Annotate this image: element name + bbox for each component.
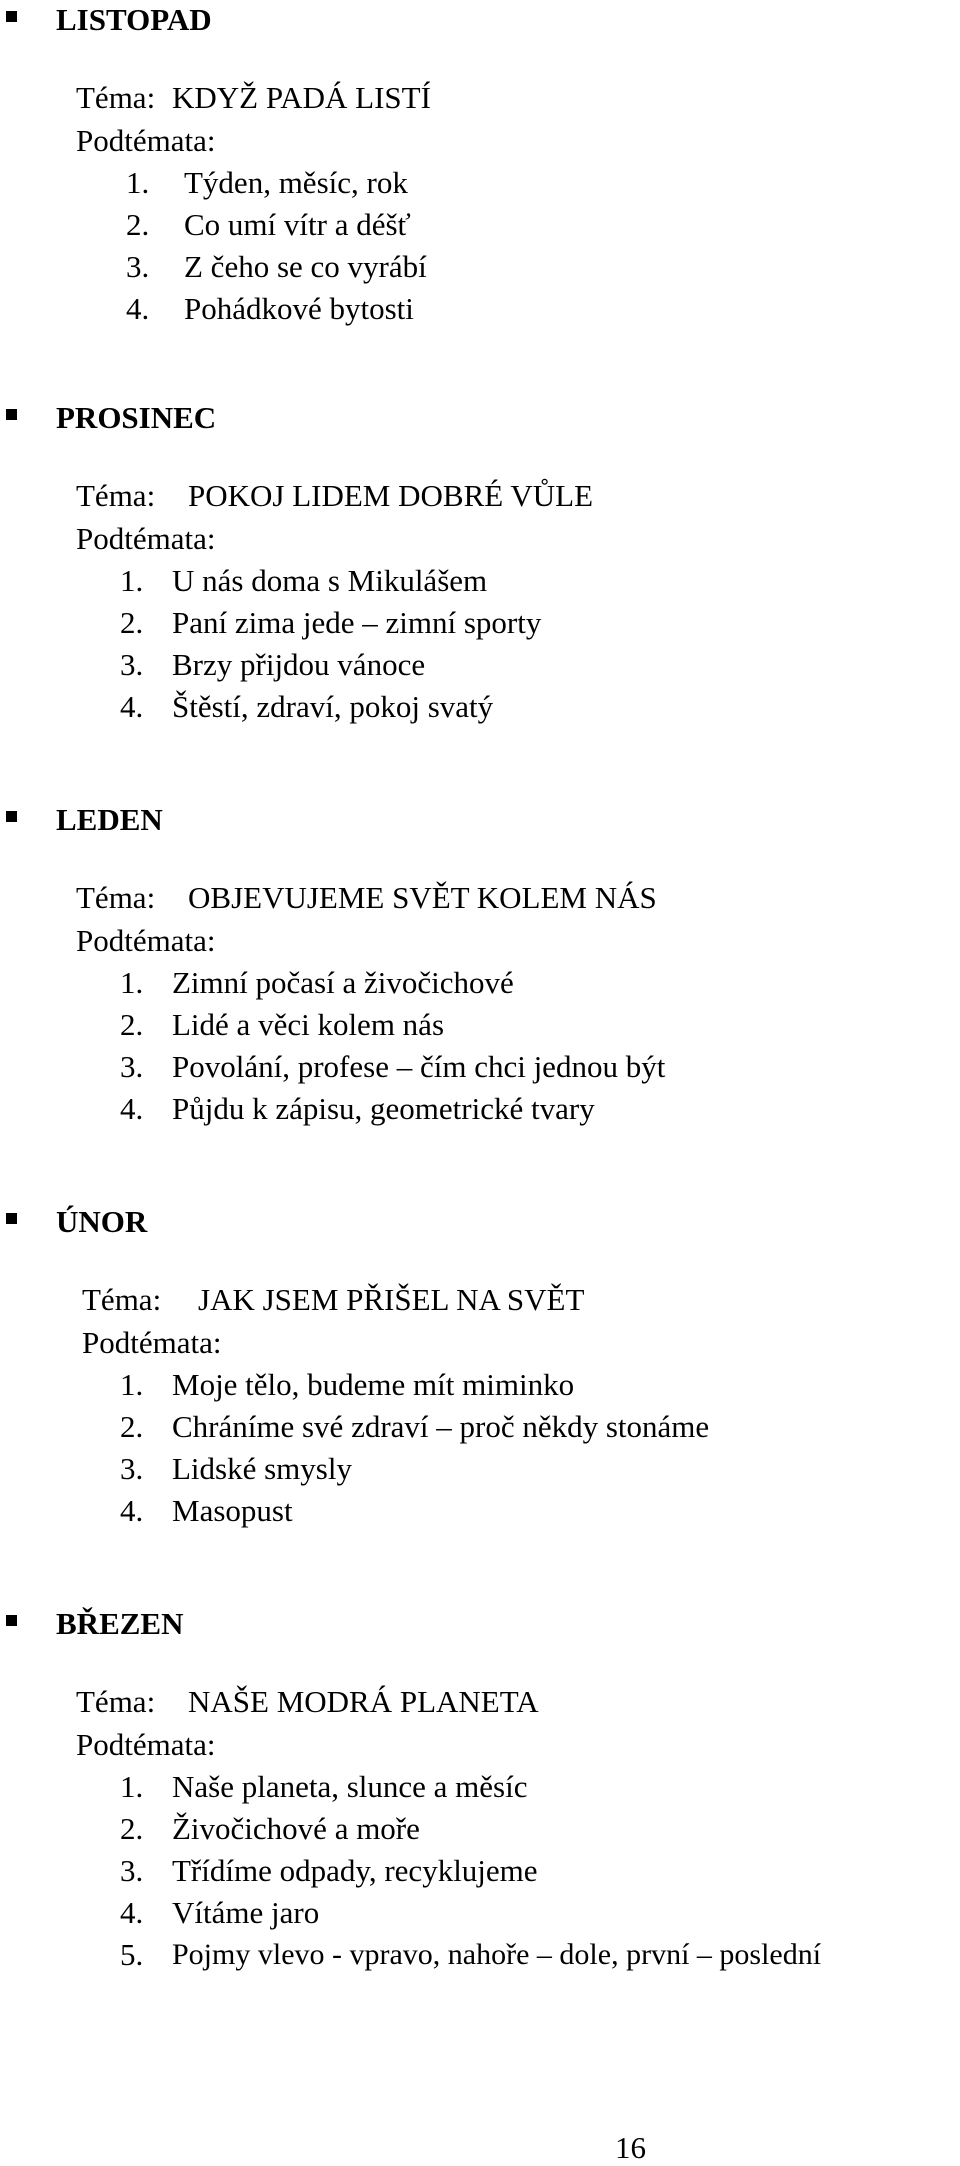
list-item-number: 1. <box>126 165 150 200</box>
list-item-number: 2. <box>120 1007 144 1042</box>
topic-label: Téma: <box>76 880 156 915</box>
list-item-number: 1. <box>120 563 144 598</box>
list-item: Paní zima jede – zimní sporty <box>172 605 542 640</box>
square-bullet-icon <box>6 811 17 822</box>
topic-label: Téma: <box>76 478 156 513</box>
list-item-number: 3. <box>120 1853 144 1888</box>
list-item: Brzy přijdou vánoce <box>172 647 426 682</box>
list-item-number: 4. <box>120 1895 144 1930</box>
list-item: Moje tělo, budeme mít miminko <box>172 1367 575 1402</box>
month-name: BŘEZEN <box>56 1606 184 1641</box>
list-item: Pohádkové bytosti <box>184 291 414 326</box>
list-item: Co umí vítr a déšť <box>184 207 411 242</box>
square-bullet-icon <box>6 1615 17 1626</box>
list-item: Vítáme jaro <box>172 1895 320 1930</box>
list-item: Štěstí, zdraví, pokoj svatý <box>172 689 494 724</box>
topic-value: KDYŽ PADÁ LISTÍ <box>172 80 431 115</box>
topic-label: Téma: <box>76 80 156 115</box>
list-item: Třídíme odpady, recyklujeme <box>172 1853 538 1888</box>
list-item-number: 2. <box>120 1811 144 1846</box>
month-name: LISTOPAD <box>56 2 212 37</box>
list-item: Živočichové a moře <box>172 1811 420 1846</box>
month-heading <box>0 2 600 42</box>
topic-label: Téma: <box>82 1282 162 1317</box>
list-item: Naše planeta, slunce a měsíc <box>172 1769 528 1804</box>
list-item: Půjdu k zápisu, geometrické tvary <box>172 1091 595 1126</box>
list-item-number: 4. <box>126 291 150 326</box>
month-name: ÚNOR <box>56 1204 148 1239</box>
list-item-number: 4. <box>120 689 144 724</box>
list-item-number: 4. <box>120 1493 144 1528</box>
list-item: Zimní počasí a živočichové <box>172 965 514 1000</box>
month-heading <box>0 1204 600 1244</box>
month-heading <box>0 802 600 842</box>
subtopics-label: Podtémata: <box>76 123 216 158</box>
square-bullet-icon <box>6 409 17 420</box>
topic-label: Téma: <box>76 1684 156 1719</box>
list-item: Z čeho se co vyrábí <box>184 249 427 284</box>
subtopics-label: Podtémata: <box>76 923 216 958</box>
list-item-number: 3. <box>120 647 144 682</box>
month-heading <box>0 400 600 440</box>
list-item-number: 3. <box>120 1451 144 1486</box>
square-bullet-icon <box>6 1213 17 1224</box>
list-item-number: 1. <box>120 1367 144 1402</box>
list-item-number: 2. <box>120 605 144 640</box>
list-item-number: 4. <box>120 1091 144 1126</box>
list-item-number: 3. <box>120 1049 144 1084</box>
list-item: Lidské smysly <box>172 1451 352 1486</box>
list-item: Povolání, profese – čím chci jednou být <box>172 1049 666 1084</box>
subtopics-label: Podtémata: <box>76 521 216 556</box>
list-item-number: 3. <box>126 249 150 284</box>
topic-value: JAK JSEM PŘIŠEL NA SVĚT <box>198 1282 585 1317</box>
list-item: U nás doma s Mikulášem <box>172 563 488 598</box>
month-name: PROSINEC <box>56 400 217 435</box>
month-heading <box>0 1606 600 1646</box>
month-name: LEDEN <box>56 802 163 837</box>
topic-value: NAŠE MODRÁ PLANETA <box>188 1684 539 1719</box>
page-number: 16 <box>615 2130 646 2165</box>
subtopics-label: Podtémata: <box>82 1325 222 1360</box>
list-item-number: 1. <box>120 965 144 1000</box>
square-bullet-icon <box>6 11 17 22</box>
subtopics-label: Podtémata: <box>76 1727 216 1762</box>
list-item-number: 5. <box>120 1937 144 1972</box>
list-item: Masopust <box>172 1493 293 1528</box>
topic-value: POKOJ LIDEM DOBRÉ VŮLE <box>188 478 594 513</box>
list-item-number: 1. <box>120 1769 144 1804</box>
list-item-number: 2. <box>126 207 150 242</box>
list-item: Pojmy vlevo - vpravo, nahoře – dole, první – poslední <box>172 1938 822 1971</box>
list-item-number: 2. <box>120 1409 144 1444</box>
list-item: Týden, měsíc, rok <box>184 165 408 200</box>
topic-value: OBJEVUJEME SVĚT KOLEM NÁS <box>188 880 657 915</box>
list-item: Chráníme své zdraví – proč někdy stonáme <box>172 1409 710 1444</box>
list-item: Lidé a věci kolem nás <box>172 1007 445 1042</box>
